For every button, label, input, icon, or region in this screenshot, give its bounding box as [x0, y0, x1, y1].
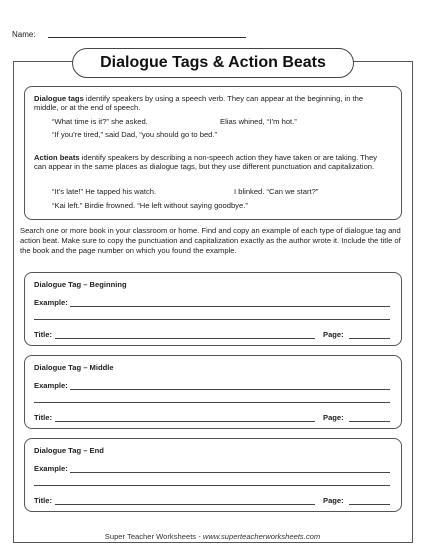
example-label: Example:: [34, 464, 68, 473]
example-label: Example:: [34, 298, 68, 307]
action-beats-definition: [34, 153, 389, 171]
beat-example: I blinked. “Can we start?”: [234, 187, 319, 196]
example-line-2[interactable]: [34, 485, 390, 486]
page-line[interactable]: [349, 421, 390, 422]
card-heading: Dialogue Tag – Beginning: [34, 280, 127, 289]
title-line[interactable]: [55, 504, 315, 505]
dialogue-tags-definition: [34, 94, 389, 112]
footer-brand: Super Teacher Worksheets: [104, 532, 197, 541]
worksheet-title: Dialogue Tags & Action Beats: [72, 48, 354, 78]
example-label: Example:: [34, 381, 68, 390]
answer-card-end: [24, 438, 402, 512]
card-heading: Dialogue Tag – Middle: [34, 363, 114, 372]
example-line-2[interactable]: [34, 319, 390, 320]
answer-card-middle: [24, 355, 402, 429]
footer: [0, 532, 425, 541]
example-line-2[interactable]: [34, 402, 390, 403]
title-line[interactable]: [55, 421, 315, 422]
tag-example: “If you’re tired,” said Dad, “you should go to bed.”: [52, 130, 218, 139]
instructions: Search one or more book in your classroom or home. Find and copy an example of each type of dialogue tag and action beat. Make sure to copy the punctuation and capitalization exactly as the author wrote it. Include the title of the book and the page number on which you found the example.: [20, 226, 401, 255]
title-label: Title:: [34, 330, 53, 339]
page-label: Page:: [323, 496, 344, 505]
card-heading: Dialogue Tag – End: [34, 446, 104, 455]
title-label: Title:: [34, 413, 53, 422]
title-label: Title:: [34, 496, 53, 505]
name-input-line[interactable]: [48, 37, 246, 38]
dialogue-tags-text: identify speakers by using a speech verb. They can appear at the beginning, in the middle, or at the end of speech.: [34, 94, 364, 112]
page-line[interactable]: [349, 504, 390, 505]
page-line[interactable]: [349, 338, 390, 339]
page-label: Page:: [323, 330, 344, 339]
example-line[interactable]: [70, 472, 390, 473]
action-beats-term: Action beats: [34, 153, 80, 162]
tag-example: “What time is it?” she asked.: [52, 117, 148, 126]
dialogue-tags-term: Dialogue tags: [34, 94, 84, 103]
footer-url[interactable]: www.superteacherworksheets.com: [202, 532, 321, 541]
footer-separator: -: [196, 532, 203, 541]
page-label: Page:: [323, 413, 344, 422]
example-line[interactable]: [70, 306, 390, 307]
action-beats-text: identify speakers by describing a non-speech action they have taken or are taking. They can appear in the same places as dialogue tags, but they use different punctuation and capitalization.: [34, 153, 378, 171]
tag-example: Elias whined, “I’m hot.”: [220, 117, 297, 126]
beat-example: “Kai left.” Birdie frowned. “He left without saying goodbye.”: [52, 201, 248, 210]
beat-example: “It’s late!” He tapped his watch.: [52, 187, 157, 196]
example-line[interactable]: [70, 389, 390, 390]
title-line[interactable]: [55, 338, 315, 339]
answer-card-beginning: [24, 272, 402, 346]
name-label: Name:: [12, 30, 36, 39]
